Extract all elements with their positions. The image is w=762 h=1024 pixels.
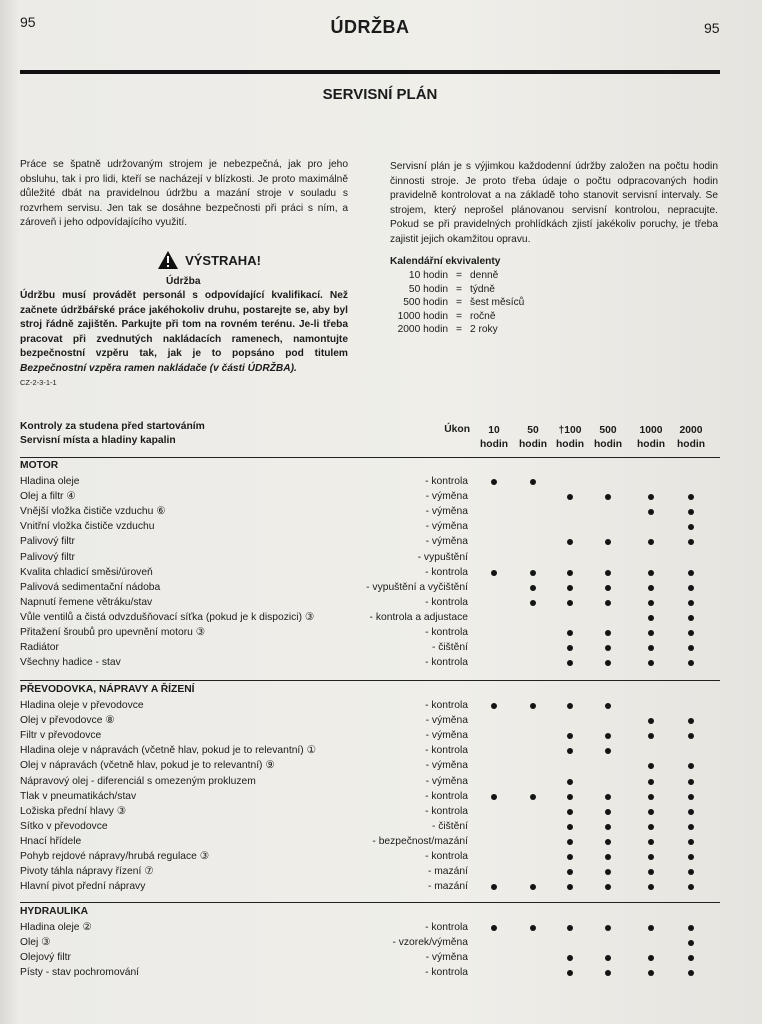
warning-code: CZ-2-3-1-1	[20, 378, 57, 387]
interval-dot	[567, 600, 573, 606]
column-header-value: 1000	[639, 425, 663, 436]
table-row	[20, 935, 720, 950]
section-heading: HYDRAULIKA	[20, 906, 89, 917]
row-action: - kontrola	[425, 922, 468, 933]
interval-dot	[605, 570, 611, 576]
interval-dot	[567, 703, 573, 709]
calendar-equals: =	[456, 283, 462, 295]
column-header-ukon: Úkon	[444, 424, 470, 435]
interval-dot	[648, 925, 654, 931]
calendar-equals: =	[456, 310, 462, 322]
row-action: - kontrola a adjustace	[369, 611, 468, 623]
calendar-value: 2 roky	[470, 324, 498, 336]
row-label: Nápravový olej - diferenciál s omezeným prokluzem	[20, 775, 256, 787]
interval-dot	[688, 925, 694, 931]
table-row	[20, 920, 720, 935]
interval-dot	[688, 615, 694, 621]
interval-dot	[688, 940, 694, 946]
table-row	[20, 713, 720, 728]
column-header-unit: hodin	[636, 439, 666, 450]
interval-dot	[567, 494, 573, 500]
calendar-equals: =	[456, 270, 462, 281]
calendar-value: ročně	[470, 310, 496, 322]
interval-dot	[567, 585, 573, 591]
interval-dot	[605, 794, 611, 800]
interval-dot	[648, 763, 654, 769]
table-row	[20, 834, 720, 849]
interval-dot	[688, 645, 694, 651]
interval-dot	[688, 524, 694, 530]
interval-dot	[688, 718, 694, 724]
calendar-value: denně	[470, 270, 499, 281]
column-header-value: 500	[599, 425, 617, 436]
interval-dot	[491, 479, 497, 485]
interval-dot	[605, 809, 611, 815]
row-label: Sítko v převodovce	[20, 820, 108, 832]
row-label: Palivový filtr	[20, 551, 75, 563]
column-header-unit: hodin	[479, 439, 509, 450]
calendar-rows	[390, 269, 610, 337]
row-label: Všechny hadice - stav	[20, 657, 121, 669]
warning-subtitle: Údržba	[166, 276, 201, 287]
table-row	[20, 758, 720, 773]
interval-dot	[605, 884, 611, 890]
interval-dot	[567, 884, 573, 890]
row-action: - výměna	[425, 715, 468, 727]
column-header-value: 2000	[679, 425, 703, 436]
interval-dot	[648, 733, 654, 739]
row-action: - bezpečnost/mazání	[372, 835, 468, 847]
header-rule	[20, 70, 720, 74]
column-header-interval	[669, 424, 713, 452]
interval-dot	[567, 809, 573, 815]
intro-left-paragraph: Práce se špatně udržovaným strojem je nebezpečná, jak pro jeho obsluhu, tak i pro lidi, kteří se nacházejí v blízkosti. Je proto maximálně důležité dbát na pravidelnou údržbu a mazání stroje v souladu s rozvrhem servisu. Jen tak se dosáhne bezpečnosti při práci s ním, a zároveň i jeho odpovídajícího využití.	[20, 159, 348, 229]
interval-dot	[567, 539, 573, 545]
row-label: Filtr v převodovce	[20, 730, 102, 742]
interval-dot	[688, 660, 694, 666]
table-row	[20, 774, 720, 789]
calendar-row	[390, 269, 610, 283]
row-action: - čištění	[431, 642, 468, 654]
interval-dot	[648, 809, 654, 815]
interval-dot	[491, 884, 497, 890]
interval-dot	[530, 600, 536, 606]
interval-dot	[567, 570, 573, 576]
interval-dot	[688, 733, 694, 739]
row-action: - výměna	[425, 952, 468, 964]
column-header-value: 10	[488, 425, 500, 436]
row-label: Vnitřní vložka čističe vzduchu	[20, 521, 155, 533]
calendar-hours: 50 hodin	[408, 283, 448, 295]
interval-dot	[567, 733, 573, 739]
interval-dot	[648, 615, 654, 621]
interval-dot	[648, 718, 654, 724]
interval-dot	[605, 585, 611, 591]
page-header-title: ÚDRŽBA	[330, 17, 410, 37]
interval-dot	[530, 884, 536, 890]
table-row	[20, 580, 720, 595]
intro-right-paragraph: Servisní plán je s výjimkou každodenní údržby založen na počtu hodin činnosti stroje. Je proto třeba údaje o počtu odpracovaných hodin pravidelně kontrolovat a na základě toho stanovit servisní intervaly. Se strojem, který neprošel plánovanou servisní kontrolou, nepracujte. Pokud se při pravidelných prohlídkách zjistí jakékoliv poruchy, je třeba zajistit jejich okamžitou opravu.	[390, 161, 718, 245]
warning-text-italic: Bezpečnostní vzpěra ramen nakládače (v části ÚDRŽBA).	[20, 362, 297, 374]
interval-dot	[688, 809, 694, 815]
row-action: - vzorek/výměna	[392, 937, 468, 949]
warning-heading	[70, 250, 348, 270]
row-label: Vůle ventilů a čistá odvzdušňovací síťka (pokud je k dispozici) ③	[20, 611, 315, 623]
row-action: - výměna	[425, 760, 468, 772]
row-action: - kontrola	[425, 700, 468, 711]
interval-dot	[688, 955, 694, 961]
table-row	[20, 519, 720, 534]
column-header-interval	[629, 424, 673, 452]
column-header-unit: hodin	[676, 439, 706, 450]
calendar-value: týdně	[470, 283, 495, 295]
interval-dot	[605, 703, 611, 709]
calendar-row	[390, 310, 610, 324]
interval-dot	[567, 824, 573, 830]
interval-dot	[688, 869, 694, 875]
table-row	[20, 698, 720, 713]
table-row	[20, 743, 720, 758]
row-action: - vypuštění	[417, 551, 468, 563]
interval-dot	[605, 645, 611, 651]
interval-dot	[605, 824, 611, 830]
warning-text	[20, 289, 348, 376]
column-header-unit: hodin	[555, 439, 585, 450]
column-header-interval	[472, 424, 516, 452]
table-row	[20, 595, 720, 610]
column-header-interval	[586, 424, 630, 452]
table-row	[20, 610, 720, 625]
row-action: - kontrola	[425, 805, 468, 817]
interval-dot	[567, 779, 573, 785]
calendar-hours: 500 hodin	[403, 297, 448, 309]
row-action: - mazání	[427, 866, 468, 878]
interval-dot	[648, 854, 654, 860]
interval-dot	[688, 494, 694, 500]
table-row	[20, 864, 720, 879]
calendar-hours: 2000 hodin	[397, 324, 448, 336]
row-label: Napnutí řemene větráku/stav	[20, 596, 153, 608]
calendar-equivalents	[390, 256, 610, 337]
calendar-equals: =	[456, 297, 462, 309]
interval-dot	[605, 539, 611, 545]
interval-dot	[648, 570, 654, 576]
table-row	[20, 728, 720, 743]
interval-dot	[688, 779, 694, 785]
row-action: - kontrola	[425, 790, 468, 802]
warning-title: VÝSTRAHA!	[185, 252, 261, 268]
interval-dot	[648, 824, 654, 830]
calendar-hours: 10 hodin	[408, 270, 448, 281]
row-action: - výměna	[425, 775, 468, 787]
column-header-unit: hodin	[518, 439, 548, 450]
table-row	[20, 489, 720, 504]
row-action: - výměna	[425, 536, 468, 548]
calendar-row	[390, 283, 610, 297]
interval-dot	[605, 854, 611, 860]
interval-dot	[605, 839, 611, 845]
row-action: - kontrola	[425, 627, 468, 638]
row-label: Pivoty táhla nápravy řízení ⑦	[20, 866, 154, 878]
calendar-title: Kalendářní ekvivalenty	[390, 256, 501, 267]
interval-dot	[530, 794, 536, 800]
row-label: Hladina oleje v převodovce	[20, 700, 144, 711]
interval-dot	[491, 570, 497, 576]
table-row	[20, 965, 720, 980]
interval-dot	[567, 630, 573, 636]
row-action: - výměna	[425, 521, 468, 533]
row-action: - výměna	[425, 491, 468, 503]
interval-dot	[648, 630, 654, 636]
row-label: Tlak v pneumatikách/stav	[20, 790, 137, 802]
interval-dot	[688, 570, 694, 576]
interval-dot	[648, 600, 654, 606]
column-header-value: 50	[527, 425, 539, 436]
table-heading	[20, 420, 205, 448]
table-row	[20, 655, 720, 670]
row-action: - vypuštění a vyčištění	[366, 581, 468, 593]
calendar-equals: =	[456, 324, 462, 336]
column-header-value: †100	[558, 425, 582, 436]
interval-dot	[567, 955, 573, 961]
interval-dot	[688, 630, 694, 636]
interval-dot	[530, 925, 536, 931]
interval-dot	[491, 925, 497, 931]
row-label: Přitažení šroubů pro upevnění motoru ③	[20, 627, 205, 638]
interval-dot	[688, 854, 694, 860]
table-row	[20, 804, 720, 819]
row-label: Hnací hřídele	[20, 835, 82, 847]
table-row	[20, 625, 720, 640]
row-action: - kontrola	[425, 657, 468, 669]
table-row	[20, 565, 720, 580]
interval-dot	[530, 570, 536, 576]
interval-dot	[567, 839, 573, 845]
row-label: Hladina oleje v nápravách (včetně hlav, pokud je to relevantní) ①	[20, 745, 316, 757]
interval-dot	[605, 733, 611, 739]
interval-dot	[688, 585, 694, 591]
interval-dot	[648, 970, 654, 976]
interval-dot	[648, 660, 654, 666]
interval-dot	[605, 630, 611, 636]
interval-dot	[605, 970, 611, 976]
interval-dot	[567, 854, 573, 860]
interval-dot	[567, 748, 573, 754]
row-action: - výměna	[425, 730, 468, 742]
row-action: - kontrola	[425, 566, 468, 578]
interval-dot	[648, 494, 654, 500]
row-label: Palivová sedimentační nádoba	[20, 581, 161, 593]
row-action: - výměna	[425, 506, 468, 518]
row-label: Olej v nápravách (včetně hlav, pokud je to relevantní) ⑨	[20, 760, 275, 772]
interval-dot	[688, 839, 694, 845]
row-action: - kontrola	[425, 476, 468, 487]
interval-dot	[530, 585, 536, 591]
interval-dot	[648, 839, 654, 845]
row-label: Vnější vložka čističe vzduchu ⑥	[20, 506, 166, 518]
row-label: Písty - stav pochromování	[20, 967, 140, 979]
row-action: - kontrola	[425, 851, 468, 862]
interval-dot	[688, 600, 694, 606]
interval-dot	[491, 794, 497, 800]
calendar-row	[390, 296, 610, 310]
page-number-left: 95	[20, 14, 36, 30]
interval-dot	[567, 660, 573, 666]
interval-dot	[648, 585, 654, 591]
row-label: Olej v převodovce ⑧	[20, 715, 115, 727]
column-header-unit: hodin	[593, 439, 623, 450]
table-heading-line1: Kontroly za studena před startováním	[20, 421, 205, 432]
warning-text-main: Údržbu musí provádět personál s odpovídající kvalifikací. Než začnete údržbářské práce jakéhokoliv druhu, postarejte se, aby byl stroj řádně zajištěn. Parkujte při tom na rovném terénu. Je-li třeba pracovat při zvednutých nakládacích ramenech, namontujte bezpečnostní vzpěru tak, jak je to popsáno pod titulem	[20, 290, 348, 359]
interval-dot	[491, 703, 497, 709]
interval-dot	[567, 925, 573, 931]
row-label: Olej a filtr ④	[20, 491, 76, 503]
section-rule	[20, 680, 720, 681]
table-row	[20, 504, 720, 519]
interval-dot	[688, 539, 694, 545]
row-action: - kontrola	[425, 745, 468, 757]
calendar-hours: 1000 hodin	[397, 310, 448, 322]
table-row	[20, 849, 720, 864]
row-label: Kvalita chladicí směsi/úroveň	[20, 566, 153, 578]
interval-dot	[605, 925, 611, 931]
interval-dot	[648, 779, 654, 785]
row-action: - kontrola	[425, 967, 468, 979]
interval-dot	[648, 869, 654, 875]
table-header-rule	[20, 457, 720, 458]
interval-dot	[605, 600, 611, 606]
row-label: Palivový filtr	[20, 536, 75, 548]
interval-dot	[688, 763, 694, 769]
section-rule	[20, 902, 720, 903]
interval-dot	[567, 869, 573, 875]
table-row	[20, 474, 720, 489]
page-number-right: 95	[704, 20, 720, 36]
table-row	[20, 879, 720, 894]
row-label: Hladina oleje ②	[20, 922, 92, 933]
interval-dot	[605, 955, 611, 961]
interval-dot	[688, 794, 694, 800]
row-action: - mazání	[427, 881, 468, 893]
row-label: Olej ③	[20, 937, 51, 949]
interval-dot	[530, 703, 536, 709]
table-heading-line2: Servisní místa a hladiny kapalin	[20, 435, 176, 446]
interval-dot	[605, 494, 611, 500]
interval-dot	[567, 645, 573, 651]
row-label: Olejový filtr	[20, 952, 71, 964]
interval-dot	[567, 794, 573, 800]
table-row	[20, 550, 720, 565]
row-label: Hlavní pivot přední nápravy	[20, 881, 146, 893]
table-row	[20, 950, 720, 965]
section-heading: PŘEVODOVKA, NÁPRAVY A ŘÍZENÍ	[20, 684, 195, 695]
interval-dot	[605, 869, 611, 875]
interval-dot	[688, 884, 694, 890]
table-row	[20, 789, 720, 804]
interval-dot	[567, 970, 573, 976]
interval-dot	[648, 539, 654, 545]
table-row	[20, 534, 720, 549]
warning-triangle-icon	[157, 250, 179, 270]
interval-dot	[605, 748, 611, 754]
row-label: Pohyb rejdové nápravy/hrubá regulace ③	[20, 851, 209, 862]
row-action: - kontrola	[425, 596, 468, 608]
interval-dot	[648, 645, 654, 651]
interval-dot	[648, 794, 654, 800]
section-title: SERVISNÍ PLÁN	[322, 86, 438, 103]
interval-dot	[648, 509, 654, 515]
row-label: Ložiska přední hlavy ③	[20, 805, 126, 817]
interval-dot	[605, 660, 611, 666]
interval-dot	[688, 970, 694, 976]
table-row	[20, 819, 720, 834]
row-label: Radiátor	[20, 642, 59, 654]
interval-dot	[648, 955, 654, 961]
calendar-value: šest měsíců	[470, 297, 525, 309]
interval-dot	[688, 509, 694, 515]
warning-box	[20, 250, 348, 387]
section-heading: MOTOR	[20, 460, 59, 471]
interval-dot	[688, 824, 694, 830]
interval-dot	[648, 884, 654, 890]
calendar-row	[390, 323, 610, 337]
row-action: - čištění	[431, 820, 468, 832]
row-label: Hladina oleje	[20, 476, 80, 487]
table-row	[20, 640, 720, 655]
interval-dot	[530, 479, 536, 485]
